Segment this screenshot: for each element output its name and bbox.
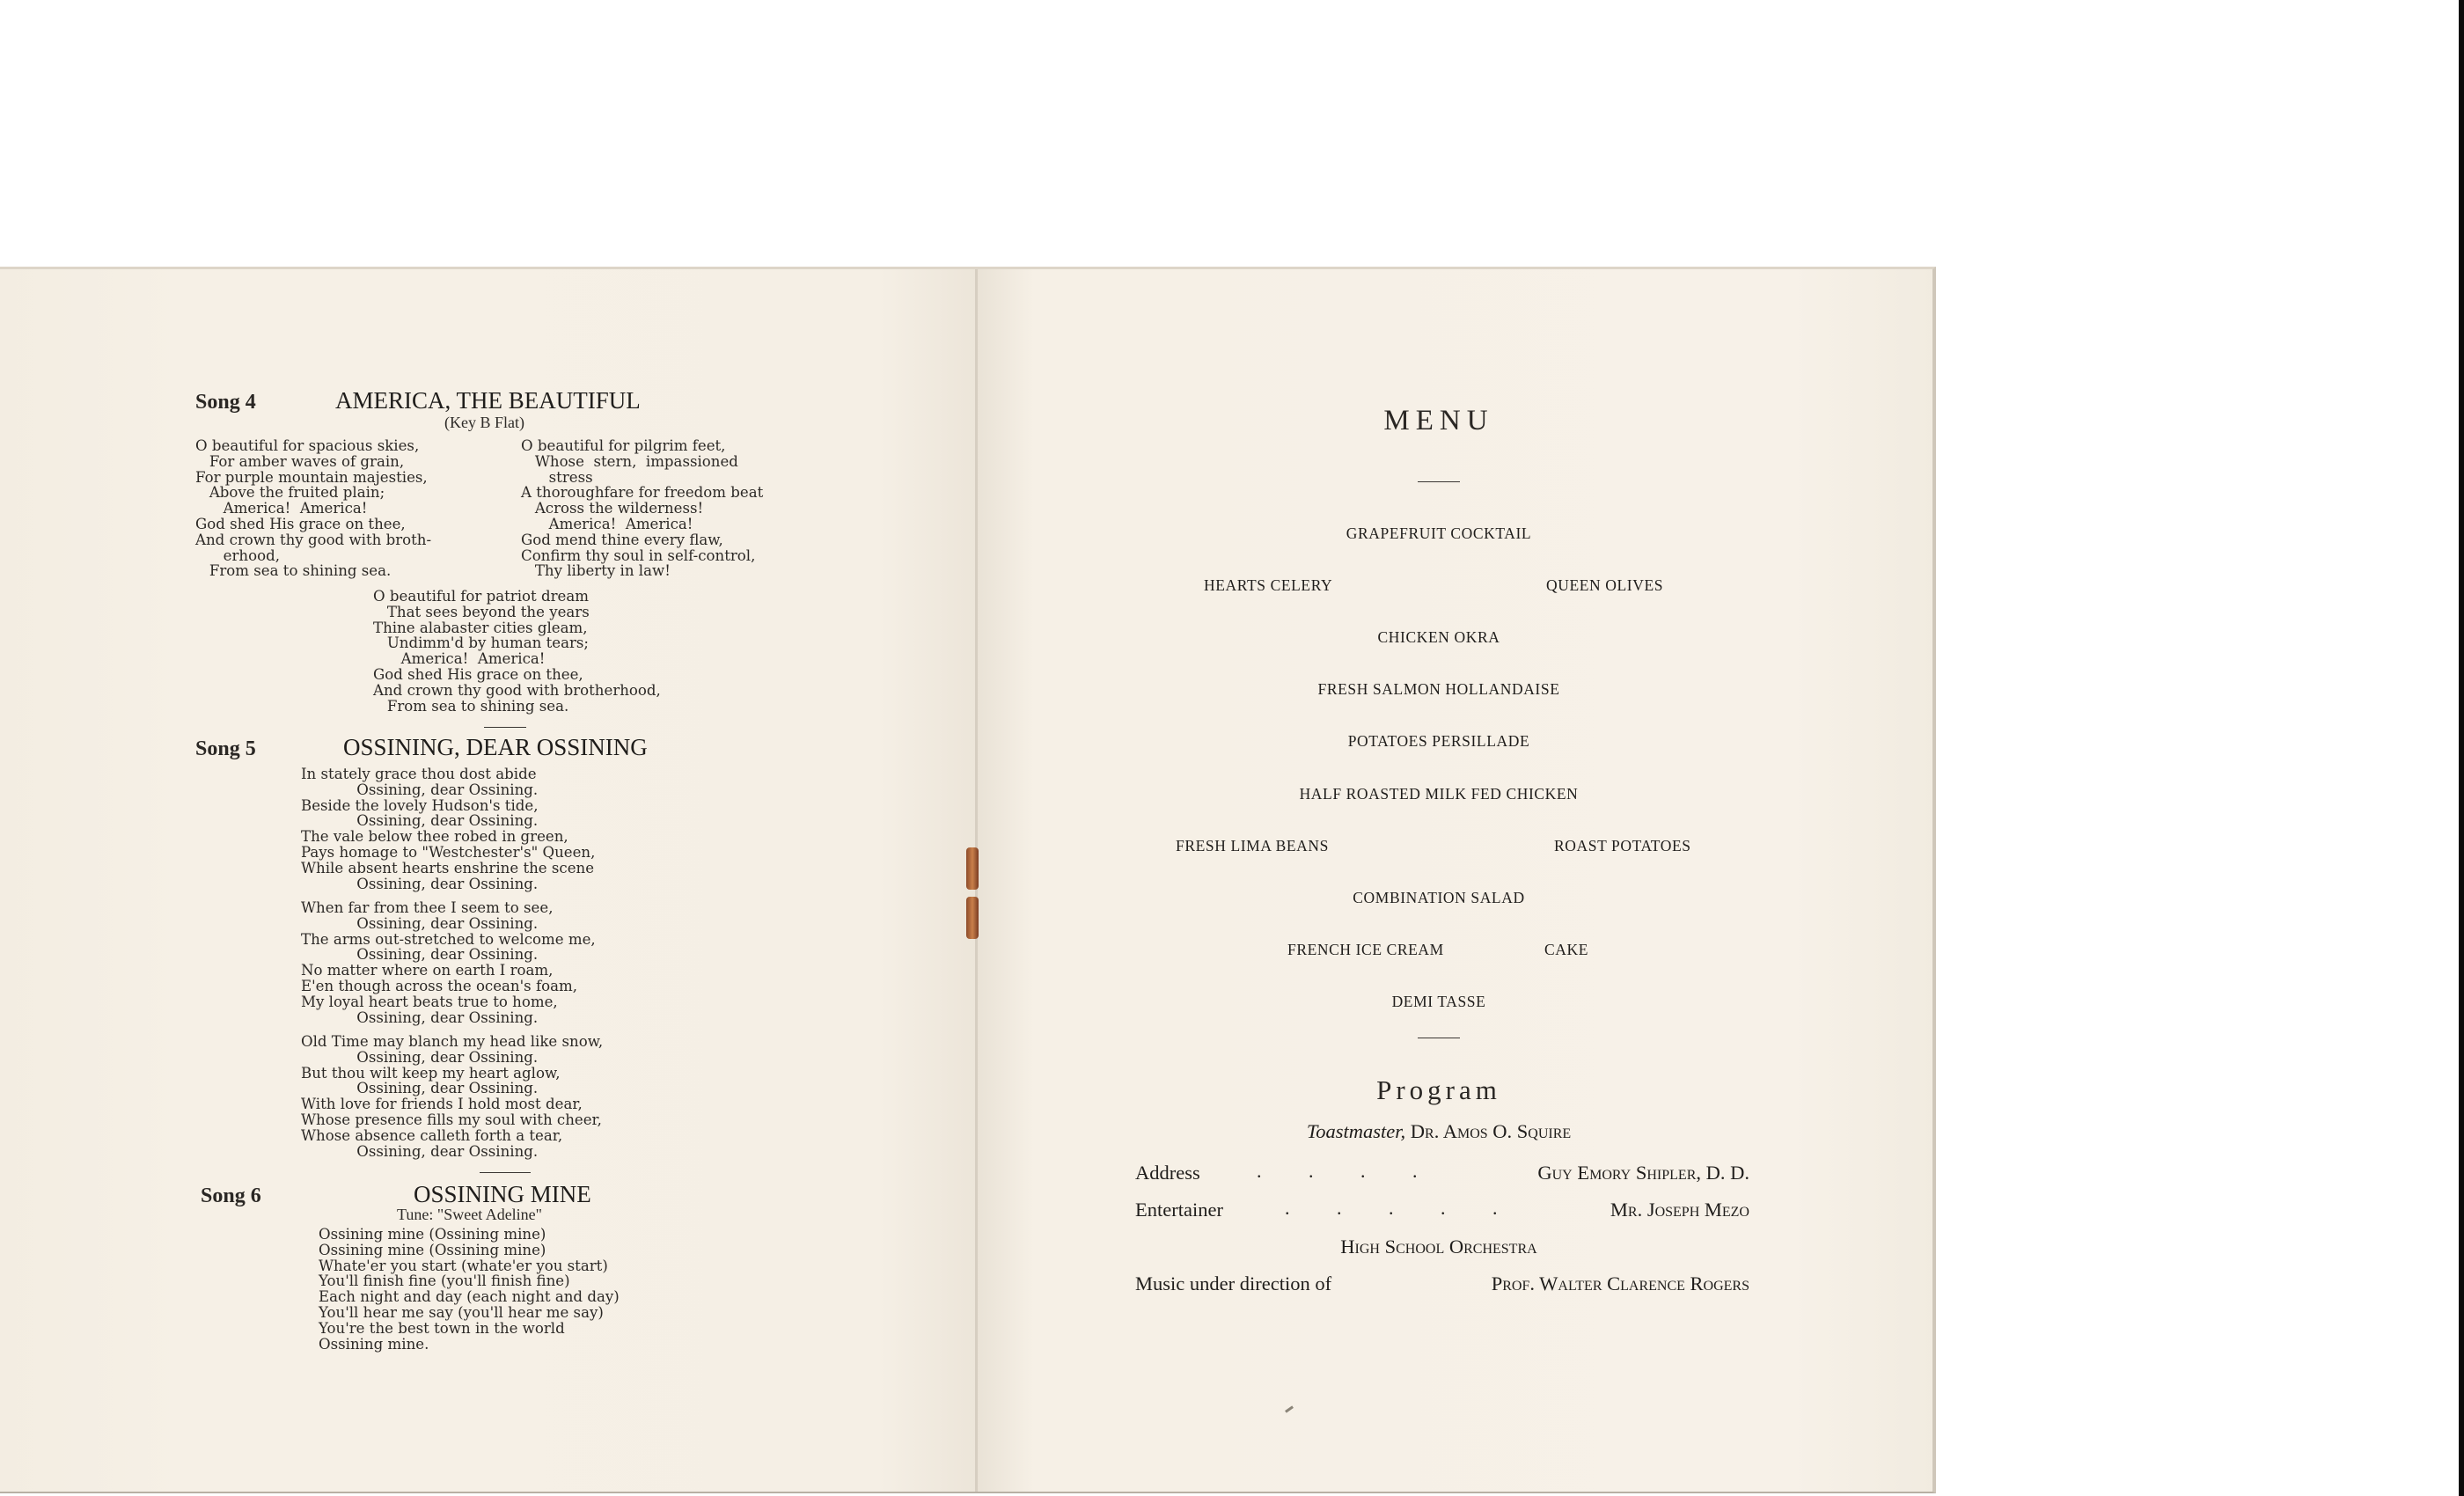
song5-verse-3: Old Time may blanch my head like snow, Ossining, dear Ossining. But thou wilt keep my heart aglow, Ossining, dear Ossining. With love for friends I hold most dear, Whose presence fills my soul with cheer, Whose absence calleth forth a tear, Ossining, dear Ossining.	[301, 1033, 604, 1160]
menu-item-salad: COMBINATION SALAD	[1353, 889, 1525, 906]
entertainer-name: Mr. Joseph Mezo	[1610, 1199, 1749, 1221]
toastmaster-name: Dr. Amos O. Squire	[1410, 1120, 1572, 1142]
entertainer-leader-dots: . . . . .	[1285, 1197, 1519, 1219]
song5-verse-2: When far from thee I seem to see, Ossining, dear Ossining. The arms out-stretched to welcome me, Ossining, dear Ossining. No matter where on earth I roam, E'en though across the ocean's foam, My loyal heart beats true to home, Ossining, dear Ossining.	[301, 899, 596, 1026]
menu-item-celery: HEARTS CELERY	[1204, 576, 1333, 594]
address-label: Address	[1135, 1162, 1200, 1184]
song4-verse-1: O beautiful for spacious skies, For amber waves of grain, For purple mountain majesties, Above the fruited plain; America! America! God shed His grace on thee, And crown thy good with broth- erhood, From sea to shining sea.	[195, 437, 432, 580]
song4-title: AMERICA, THE BEAUTIFUL	[335, 387, 641, 414]
menu-item-olives: QUEEN OLIVES	[1546, 576, 1664, 594]
menu-item-cake: CAKE	[1544, 941, 1589, 958]
song6-verse-1: Ossining mine (Ossining mine) Ossining mine (Ossining mine) Whate'er you start (whate'er you start) You'll finish fine (you'll finish fine) Each night and day (each night and day) You'll hear me say (you'll hear me say) You're the best town in the world Ossining mine.	[319, 1226, 620, 1353]
menu-item-salmon: FRESH SALMON HOLLANDAISE	[1317, 680, 1560, 698]
menu-item-chicken: HALF ROASTED MILK FED CHICKEN	[1299, 785, 1579, 803]
orchestra-line: High School Orchestra	[1340, 1236, 1537, 1258]
divider-rule	[484, 727, 526, 728]
right-page	[977, 269, 1936, 1492]
song4-number: Song 4	[195, 391, 256, 414]
staple-bottom	[966, 897, 979, 939]
divider-rule	[1418, 481, 1460, 482]
music-director-label: Music under direction of	[1135, 1272, 1332, 1294]
menu-item-potatoes-persillade: POTATOES PERSILLADE	[1347, 732, 1530, 750]
menu-item-lima-beans: FRESH LIMA BEANS	[1176, 837, 1329, 854]
scan-edge	[2459, 0, 2464, 1496]
song6-tune: Tune: "Sweet Adeline"	[397, 1206, 543, 1223]
address-speaker: Guy Emory Shipler, D. D.	[1537, 1162, 1749, 1184]
song4-key: (Key B Flat)	[444, 414, 524, 431]
song6-number: Song 6	[201, 1184, 261, 1207]
music-director-name: Prof. Walter Clarence Rogers	[1491, 1272, 1749, 1294]
menu-item-okra: CHICKEN OKRA	[1377, 628, 1500, 646]
menu-item-ice-cream: FRENCH ICE CREAM	[1287, 941, 1444, 958]
menu-title: MENU	[1383, 405, 1494, 436]
song5-number: Song 5	[195, 737, 256, 760]
staple-top	[966, 847, 979, 890]
song6-title: OSSINING MINE	[414, 1181, 591, 1207]
song5-verse-1: In stately grace thou dost abide Ossining, dear Ossining. Beside the lovely Hudson's tide, Ossining, dear Ossining. The vale below thee robed in green, Pays homage to "Westchester's" Queen, While absent hearts enshrine the scene Ossining, dear Ossining.	[301, 766, 596, 892]
menu-item-roast-potatoes: ROAST POTATOES	[1554, 837, 1691, 854]
toastmaster-label: Toastmaster,	[1306, 1120, 1406, 1142]
song4-verse-2: O beautiful for pilgrim feet, Whose stern, impassioned stress A thoroughfare for freedom beat Across the wilderness! America! America! God mend thine every flaw, Confirm thy soul in self-control, Thy liberty in law!	[521, 437, 764, 580]
toastmaster-line	[1307, 1120, 1571, 1143]
divider-rule	[480, 1172, 531, 1173]
program-title: Program	[1376, 1074, 1501, 1105]
song5-title: OSSINING, DEAR OSSINING	[343, 734, 648, 760]
address-leader-dots: . . . .	[1257, 1160, 1439, 1182]
entertainer-label: Entertainer	[1135, 1199, 1223, 1221]
menu-item-demi-tasse: DEMI TASSE	[1391, 993, 1486, 1010]
menu-item-grapefruit: GRAPEFRUIT COCKTAIL	[1346, 524, 1532, 542]
song4-verse-3: O beautiful for patriot dream That sees beyond the years Thine alabaster cities gleam, Undimm'd by human tears; America! America! God shed His grace on thee, And crown thy good with brotherhood, From sea to shining sea.	[373, 588, 661, 715]
